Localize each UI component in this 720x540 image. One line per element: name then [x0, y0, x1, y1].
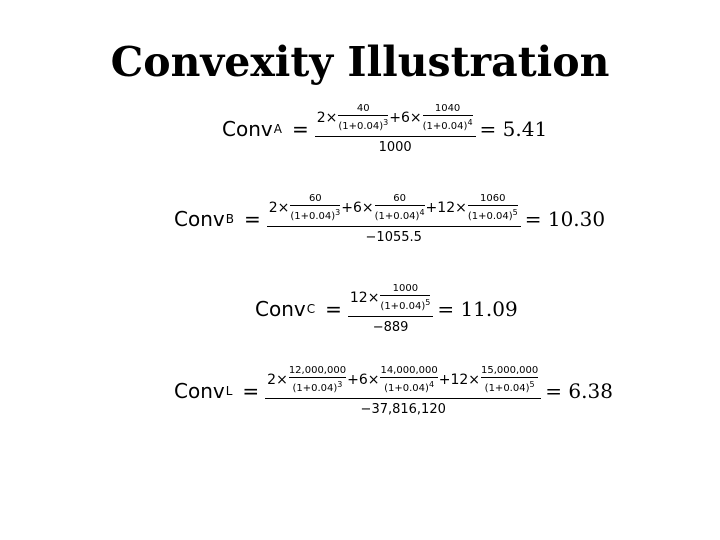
- discount-base: (1+0.04): [422, 121, 468, 132]
- term: [269, 193, 353, 223]
- term: [350, 283, 431, 313]
- term: [359, 365, 451, 395]
- equation-lhs: [174, 379, 265, 403]
- equation-result: = 6.38: [545, 379, 613, 403]
- equation-conv-a: [222, 103, 547, 155]
- main-denominator: −37,816,120: [360, 402, 446, 417]
- term: [450, 365, 539, 395]
- discount-fraction: [289, 365, 346, 395]
- term-coefficient: 6×: [353, 200, 374, 216]
- discount-exponent: 5: [512, 208, 518, 217]
- term-coefficient: 2×: [316, 110, 338, 126]
- lhs-subscript: B: [225, 212, 234, 226]
- term: [401, 103, 474, 133]
- main-denominator: −889: [372, 320, 409, 335]
- discount-exponent: 5: [529, 380, 535, 389]
- discount-base: (1+0.04): [292, 383, 338, 394]
- discount-factor: [485, 378, 535, 395]
- term-coefficient: 12×: [450, 372, 480, 388]
- discount-fraction: [290, 193, 340, 223]
- term-coefficient: 2×: [267, 372, 288, 388]
- main-numerator: [265, 365, 541, 398]
- lhs-equals: =: [325, 297, 342, 321]
- equation-result: = 11.09: [437, 297, 518, 321]
- lhs-base: Conv: [255, 297, 306, 321]
- discount-fraction: [380, 283, 430, 313]
- discount-base: (1+0.04): [380, 301, 426, 312]
- plus-operator: +: [438, 372, 451, 388]
- cash-flow: 15,000,000: [481, 365, 539, 376]
- term-coefficient: 12×: [349, 290, 380, 306]
- discount-base: (1+0.04): [374, 211, 420, 222]
- main-fraction: [348, 283, 433, 335]
- lhs-equals: =: [291, 117, 309, 141]
- discount-factor: [468, 206, 518, 223]
- lhs-base: Conv: [222, 117, 273, 141]
- term-coefficient: 6×: [358, 372, 380, 388]
- discount-exponent: 4: [467, 118, 473, 127]
- discount-fraction: [481, 365, 538, 395]
- main-denominator: −1055.5: [365, 230, 422, 245]
- cash-flow: 12,000,000: [288, 365, 347, 376]
- discount-factor: [290, 206, 340, 223]
- lhs-subscript: L: [225, 384, 233, 398]
- discount-exponent: 3: [337, 380, 343, 389]
- plus-operator: +: [425, 200, 438, 216]
- discount-base: (1+0.04): [484, 383, 530, 394]
- cash-flow: 60: [308, 193, 322, 204]
- discount-base: (1+0.04): [290, 211, 336, 222]
- cash-flow: 40: [356, 103, 370, 114]
- term: [437, 193, 518, 223]
- main-denominator: 1000: [378, 140, 412, 155]
- main-fraction: [267, 193, 521, 245]
- discount-fraction: [375, 193, 425, 223]
- discount-base: (1+0.04): [467, 211, 513, 222]
- discount-fraction: [338, 103, 388, 133]
- cash-flow: 60: [393, 193, 406, 204]
- discount-fraction: [423, 103, 473, 133]
- discount-exponent: 5: [425, 298, 431, 307]
- lhs-base: Conv: [174, 379, 225, 403]
- lhs-subscript: A: [273, 122, 282, 136]
- term: [353, 193, 437, 223]
- equation-lhs: [174, 207, 267, 231]
- term: [267, 365, 359, 395]
- discount-exponent: 4: [419, 208, 425, 217]
- main-numerator: [348, 283, 433, 316]
- plus-operator: +: [347, 372, 359, 388]
- main-numerator: [267, 193, 521, 226]
- main-fraction: [315, 103, 476, 155]
- discount-factor: [292, 378, 342, 395]
- term-coefficient: 6×: [400, 110, 422, 126]
- term: [317, 103, 401, 133]
- cash-flow: 1040: [434, 103, 461, 114]
- discount-factor: [338, 116, 388, 133]
- discount-exponent: 3: [335, 208, 341, 217]
- lhs-subscript: C: [306, 302, 316, 316]
- equation-result: = 10.30: [524, 207, 606, 231]
- cash-flow: 14,000,000: [380, 365, 438, 376]
- lhs-base: Conv: [174, 207, 225, 231]
- discount-factor: [375, 206, 425, 223]
- main-numerator: [315, 103, 476, 136]
- discount-base: (1+0.04): [384, 383, 429, 394]
- plus-operator: +: [389, 110, 401, 126]
- term-coefficient: 2×: [268, 200, 290, 216]
- term-coefficient: 12×: [437, 200, 467, 216]
- discount-factor: [380, 296, 430, 313]
- discount-factor: [384, 378, 434, 395]
- discount-fraction: [380, 365, 437, 395]
- plus-operator: +: [341, 200, 353, 216]
- discount-exponent: 3: [383, 118, 389, 127]
- discount-factor: [423, 116, 473, 133]
- equation-conv-l: [174, 365, 613, 417]
- equation-conv-c: [255, 283, 518, 335]
- cash-flow: 1000: [392, 283, 419, 294]
- main-fraction: [265, 365, 541, 417]
- page-title: Convexity Illustration: [110, 38, 610, 86]
- cash-flow: 1060: [480, 193, 506, 204]
- equation-conv-b: [174, 193, 605, 245]
- discount-exponent: 4: [428, 380, 435, 389]
- equation-result: = 5.41: [479, 117, 548, 141]
- equation-lhs: [222, 117, 315, 141]
- lhs-equals: =: [242, 379, 260, 403]
- equation-lhs: [255, 297, 348, 321]
- discount-fraction: [468, 193, 518, 223]
- discount-base: (1+0.04): [338, 121, 384, 132]
- lhs-equals: =: [243, 207, 261, 231]
